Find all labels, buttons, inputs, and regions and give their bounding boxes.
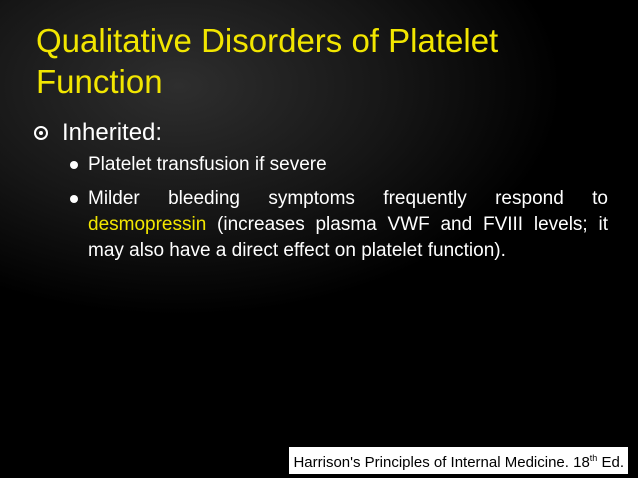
citation-footer [289,447,628,474]
citation-edition: Ed. [597,454,624,471]
citation-superscript: th [589,453,598,463]
bullet-inherited-text: Inherited: [62,119,163,146]
sub-bullet-transfusion-text: Platelet transfusion if severe [88,154,327,175]
sub-bullet-desmopressin-before: Milder bleeding symptoms frequently respond to [88,188,608,209]
sub-bullet-desmopressin [70,186,608,264]
desmopressin-highlight: desmopressin [88,214,207,235]
sub-bullet-transfusion [70,152,608,178]
sub-bullet-desmopressin-text [88,186,608,264]
bullet-inherited [34,118,162,148]
circle-bullet-icon [34,126,48,140]
slide-title: Qualitative Disorders of Platelet Function [36,22,499,100]
dot-bullet-icon [70,195,78,203]
citation-text: Harrison's Principles of Internal Medicine. 18 [293,454,590,471]
dot-bullet-icon [70,161,78,169]
sub-bullet-desmopressin-after: (increases plasma VWF and FVIII levels; it may also have a direct effect on platelet function). [88,214,608,261]
